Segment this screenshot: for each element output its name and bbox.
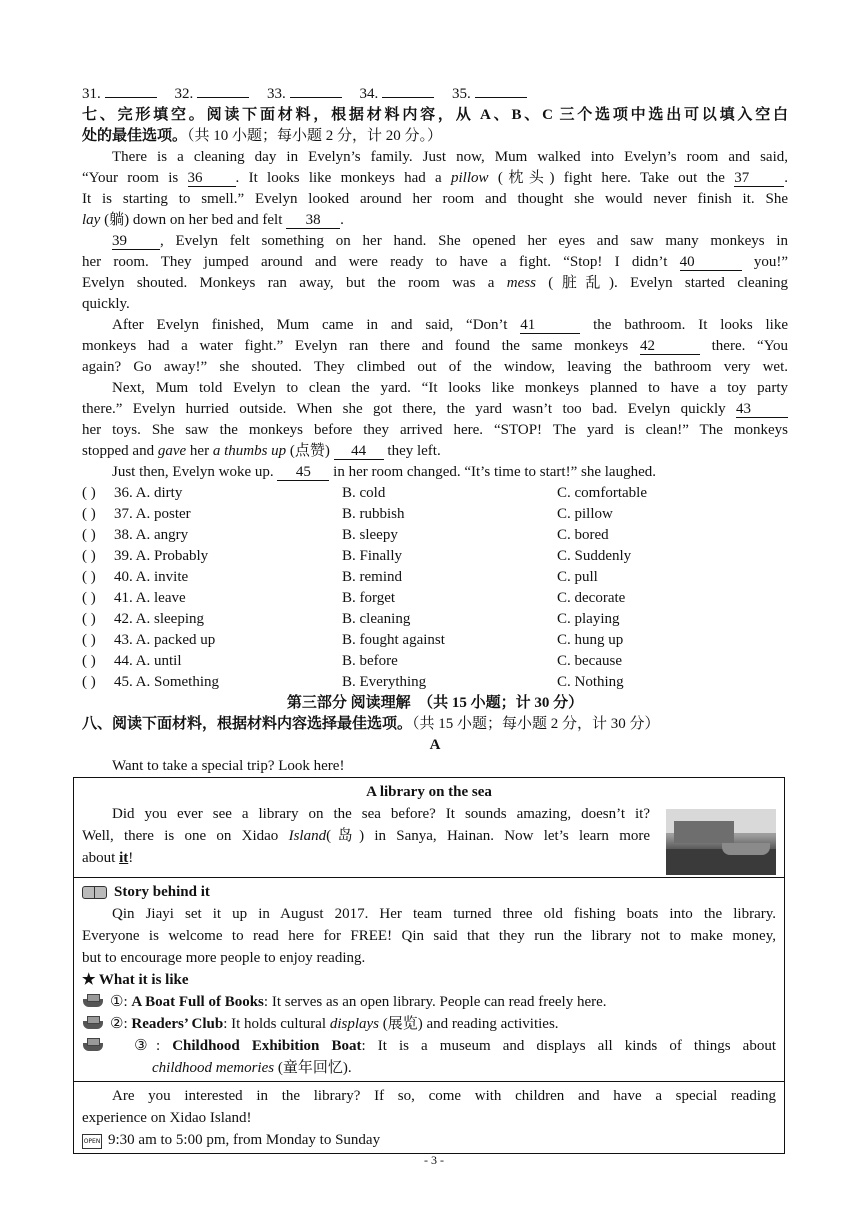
blank-42: 42 — [640, 338, 700, 355]
option-row-38-a: ( ) 38. A. angry — [82, 525, 342, 546]
ad-intro-cell — [74, 778, 785, 878]
story-heading: Story behind it — [114, 884, 210, 900]
section7-heading-line1: 七、完形填空。阅读下面材料，根据材料内容，从 A、B、C 三个选项中选出可以填入空白 — [82, 107, 788, 123]
answer-paren: ( ) — [82, 527, 96, 543]
cloze-passage — [82, 147, 788, 483]
option-row-37-a: ( ) 37. A. poster — [82, 504, 342, 525]
item-1: ①: A Boat Full of Books: It serves as an open library. People can read freely here. — [82, 991, 776, 1013]
answer-paren: ( ) — [82, 653, 96, 669]
section7-note: （共 10 小题；每小题 2 分，计 20 分。） — [187, 128, 443, 144]
ad-intro-line3: about it! — [82, 850, 134, 866]
blank-45: 45 — [277, 464, 329, 481]
item-2: ②: Readers’ Club: It holds cultural displays (展览) and reading activities. — [82, 1013, 776, 1035]
p2-line1: 39 , Evelyn felt something on her hand. She opened her eyes and saw many monkeys in — [112, 233, 788, 249]
answer-blanks-31-35 — [82, 84, 788, 105]
story-line2: Everyone is welcome to read here for FREE! Qin said that they run the library not to make money, — [82, 928, 776, 944]
ad-title: A library on the sea — [366, 784, 492, 800]
blank-44: 44 — [334, 443, 384, 460]
p3-line2: monkeys had a water fight.” Evelyn ran there and found the same monkeys 42 there. “You — [82, 338, 789, 354]
library-ad-table — [73, 777, 785, 1154]
option-row-43-a: ( ) 43. A. packed up — [82, 630, 342, 651]
answer-paren: ( ) — [82, 506, 96, 522]
answer-paren: ( ) — [82, 569, 96, 585]
answer-31: 31. — [82, 84, 157, 105]
p2-line4: quickly. — [82, 296, 130, 312]
blank-38: 38 — [286, 212, 340, 229]
option-row-40-a: ( ) 40. A. invite — [82, 567, 342, 588]
p4-line2: there.” Evelyn hurried outside. When she got there, the yard wasn’t too bad. Evelyn quickly 43 — [82, 399, 788, 420]
ad-closing-cell — [74, 1082, 785, 1154]
answer-paren: ( ) — [82, 548, 96, 564]
option-43-c: C. hung up — [557, 632, 624, 648]
answer-paren: ( ) — [82, 674, 96, 690]
option-44-b: B. before — [342, 653, 398, 669]
item-3: ③: Childhood Exhibition Boat: It is a museum and displays all kinds of things about — [82, 1035, 776, 1057]
p4-line3: her toys. She saw the monkeys before they arrived here. “STOP! The yard is clean!” The monkeys — [82, 422, 788, 438]
blank-39: 39 — [112, 233, 160, 250]
ad-story-cell — [74, 878, 785, 1082]
passage-label: A — [429, 737, 441, 753]
boat-icon — [82, 1016, 104, 1030]
blank-37: 37 — [734, 170, 784, 187]
ad-intro-line2: Well, there is one on Xidao Island(岛) in Sanya, Hainan. Now let’s learn more — [82, 828, 651, 844]
option-row-39-a: ( ) 39. A. Probably — [82, 546, 342, 567]
option-42-c: C. playing — [557, 611, 620, 627]
answer-paren: ( ) — [82, 590, 96, 606]
exam-page — [82, 84, 788, 1154]
book-icon — [82, 884, 106, 898]
option-36-c: C. comfortable — [557, 485, 647, 501]
option-row-44-a: ( ) 44. A. until — [82, 651, 342, 672]
option-40-c: C. pull — [557, 569, 598, 585]
option-41-b: B. forget — [342, 590, 396, 606]
section7-heading — [82, 105, 788, 147]
option-39-c: C. Suddenly — [557, 548, 632, 564]
option-37-b: B. rubbish — [342, 506, 405, 522]
p1-line3: It is starting to smell.” Evelyn looked around her room and thought she would never finish it. She — [82, 191, 788, 207]
p1-line2: “Your room is 36 . It looks like monkeys had a pillow (枕头) fight here. Take out the 37 . — [82, 170, 788, 186]
option-row-41-a: ( ) 41. A. leave — [82, 588, 342, 609]
answer-34: 34. — [360, 84, 435, 105]
option-row-42-a: ( ) 42. A. sleeping — [82, 609, 342, 630]
p5-line1: Just then, Evelyn woke up. 45 in her room changed. “It’s time to start!” she laughed. — [112, 464, 656, 480]
blank-43: 43 — [736, 401, 788, 418]
answer-paren: ( ) — [82, 632, 96, 648]
answer-35: 35. — [452, 84, 527, 105]
story-line3: but to encourage more people to enjoy reading. — [82, 950, 366, 966]
answer-32: 32. — [175, 84, 250, 105]
closing-line1: Are you interested in the library? If so, come with children and have a special reading — [112, 1088, 776, 1104]
open-sign-icon: OPEN — [82, 1134, 102, 1149]
option-44-c: C. because — [557, 653, 622, 669]
answer-33: 33. — [267, 84, 342, 105]
option-41-c: C. decorate — [557, 590, 626, 606]
option-45-b: B. Everything — [342, 674, 427, 690]
p4-line1: Next, Mum told Evelyn to clean the yard. “It looks like monkeys planned to have a toy party — [112, 380, 788, 396]
option-40-b: B. remind — [342, 569, 402, 585]
boat-icon — [82, 994, 104, 1008]
p1-line1: There is a cleaning day in Evelyn’s family. Just now, Mum walked into Evelyn’s room and said, — [112, 149, 788, 165]
option-42-b: B. cleaning — [342, 611, 411, 627]
blank-40: 40 — [680, 254, 742, 271]
section8-heading: 八、阅读下面材料，根据材料内容选择最佳选项。（共 15 小题；每小题 2 分，计 30 分） — [82, 716, 660, 732]
item-3-line2: childhood memories (童年回忆). — [152, 1060, 352, 1076]
blank-36: 36 — [188, 170, 236, 187]
like-heading: ★ What it is like — [82, 972, 189, 988]
option-43-b: B. fought against — [342, 632, 445, 648]
closing-line2: experience on Xidao Island! — [82, 1110, 252, 1126]
section7-heading-line2: 处的最佳选项。 — [82, 128, 188, 144]
p3-line3: again? Go away!” she shouted. They climbed out of the window, leaving the bathroom very wet. — [82, 359, 788, 375]
option-36-b: B. cold — [342, 485, 386, 501]
opening-hours: OPEN 9:30 am to 5:00 pm, from Monday to Sunday — [83, 1132, 381, 1148]
passage-intro: Want to take a special trip? Look here! — [112, 758, 345, 774]
page-number: - 3 - — [424, 1153, 444, 1167]
part3-title: 第三部分 阅读理解 （共 15 小题；计 30 分） — [286, 695, 584, 711]
cloze-options — [82, 483, 788, 693]
option-38-b: B. sleepy — [342, 527, 398, 543]
blank-41: 41 — [520, 317, 580, 334]
option-38-c: C. bored — [557, 527, 609, 543]
option-row-36-a: ( ) 36. A. dirty — [82, 483, 342, 504]
p3-line1: After Evelyn finished, Mum came in and said, “Don’t 41 the bathroom. It looks like — [112, 317, 789, 333]
boat-icon — [82, 1038, 104, 1052]
story-line1: Qin Jiayi set it up in August 2017. Her team turned three old fishing boats into the library. — [112, 906, 776, 922]
answer-paren: ( ) — [82, 485, 96, 501]
answer-paren: ( ) — [82, 611, 96, 627]
p2-line3: Evelyn shouted. Monkeys ran away, but the room was a mess (脏乱). Evelyn started cleaning — [82, 275, 789, 291]
option-39-b: B. Finally — [342, 548, 403, 564]
p2-line2: her room. They jumped around and were ready to have a fight. “Stop! I didn’t 40 you!” — [82, 254, 789, 270]
ad-intro-line1: Did you ever see a library on the sea before? It sounds amazing, doesn’t it? — [112, 806, 650, 822]
option-row-45-a: ( ) 45. A. Something — [82, 672, 342, 693]
p1-line4: lay (躺) down on her bed and felt 38 . — [82, 212, 344, 228]
library-boat-photo — [666, 809, 776, 875]
p4-line4: stopped and gave her a thumbs up (点赞) 44 they left. — [82, 443, 441, 459]
option-45-c: C. Nothing — [557, 674, 624, 690]
option-37-c: C. pillow — [557, 506, 613, 522]
